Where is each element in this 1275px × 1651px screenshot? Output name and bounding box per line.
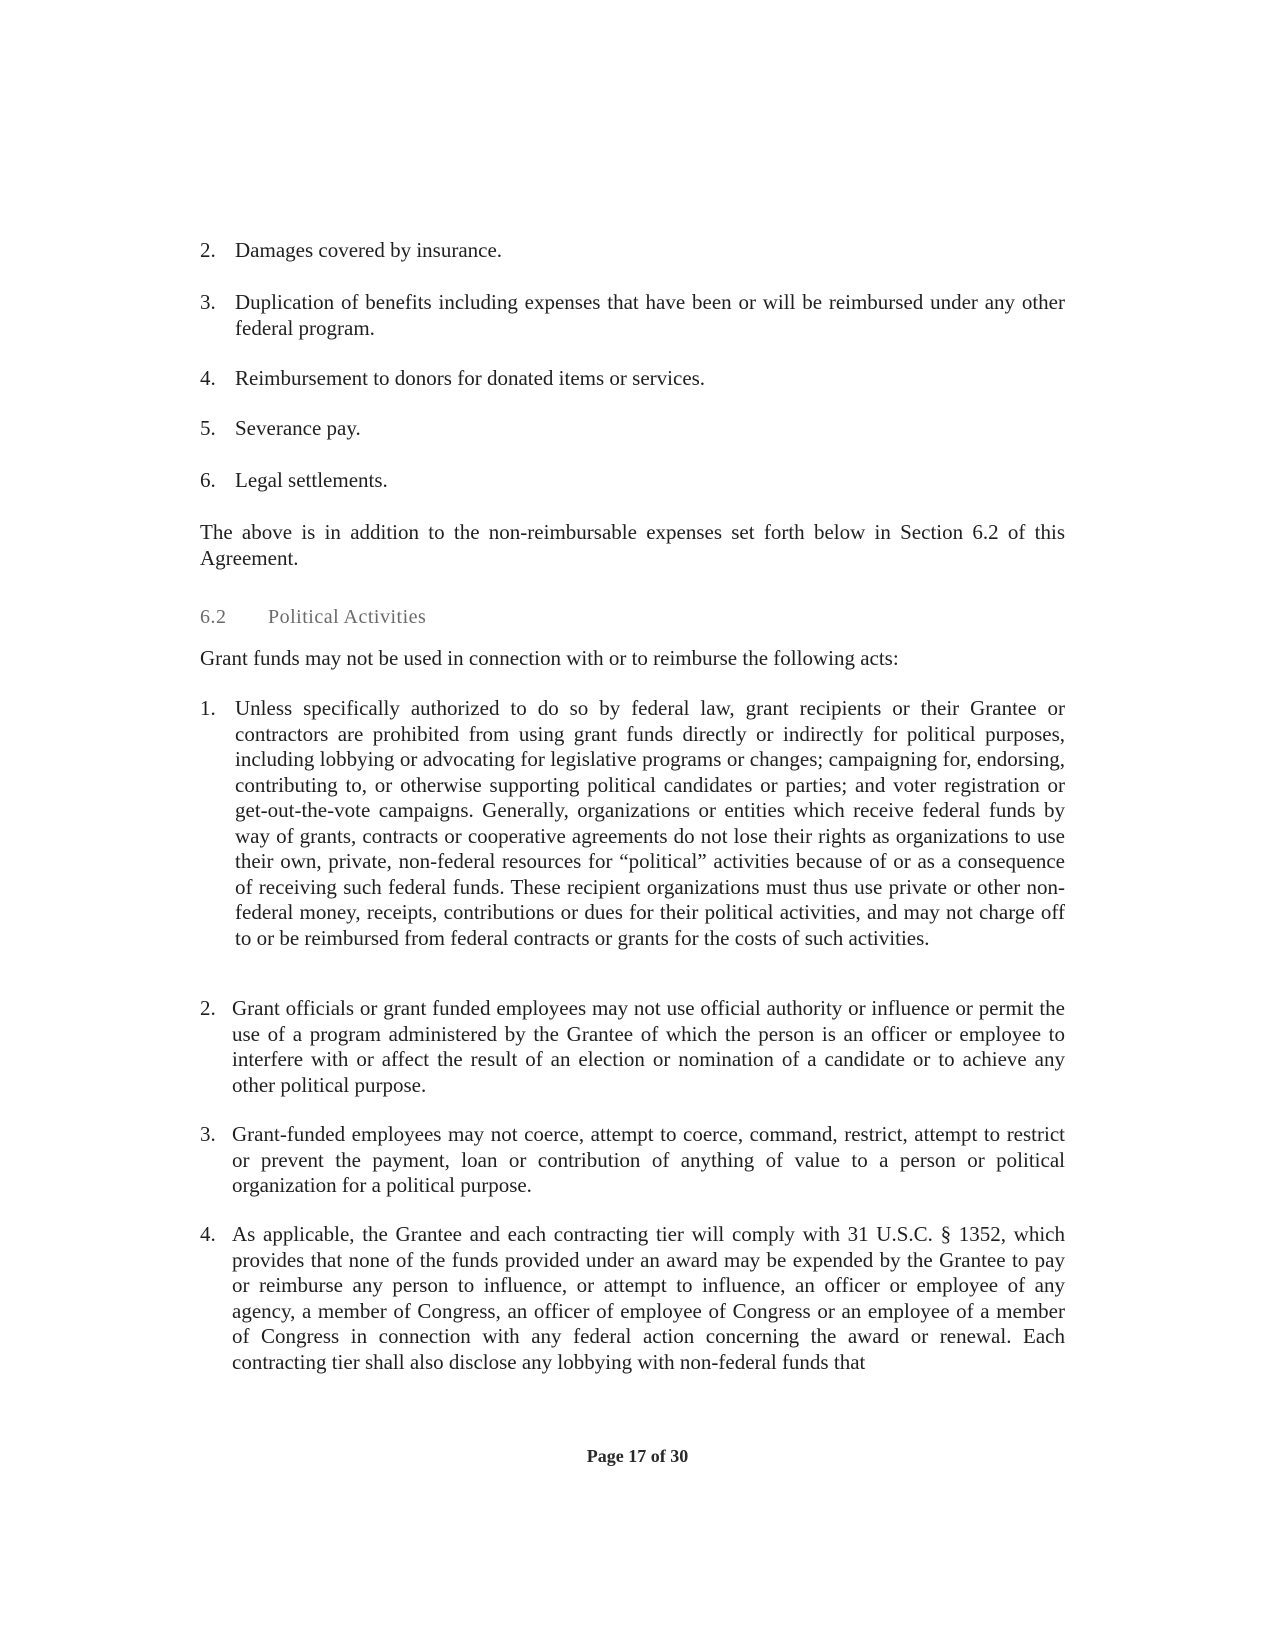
list-item-text: As applicable, the Grantee and each contracting tier will comply with 31 U.S.C. § 1352, which provides that none of the funds provided under an award may be expended by the Grantee to pay or reimburse any person to influence, or attempt to influence, an officer or employee of any agency, a member of Congress, an officer of employee of Congress or an employee of a member of Congress in connection with any federal action concerning the award or renewal. Each contracting tier shall also disclose any lobbying with non-federal funds that [232, 1222, 1065, 1374]
list-item-text: Unless specifically authorized to do so by federal law, grant recipients or their Grantee or contractors are prohibited from using grant funds directly or indirectly for political purposes, including lobbying or advocating for legislative programs or changes; campaigning for, endorsing, contributing to, or otherwise supporting political candidates or parties; and voter registration or get-out-the-vote campaigns. Generally, organizations or entities which receive federal funds by way of grants, contracts or cooperative agreements do not lose their rights as organizations to use their own, private, non-federal resources for “political” activities because of or as a consequence of receiving such federal funds. These recipient organizations must thus use private or other non-federal money, receipts, contributions or dues for their political activities, and may not charge off to or be reimbursed from federal contracts or grants for the costs of such activities. [235, 696, 1065, 950]
list-item [200, 1122, 1065, 1199]
list-item-number: 6. [200, 468, 216, 492]
addition-note-paragraph: The above is in addition to the non-reimbursable expenses set forth below in Section 6.2 of this Agreement. [200, 520, 1065, 570]
list-item-text: Reimbursement to donors for donated items or services. [235, 366, 706, 390]
list-item [200, 290, 1065, 341]
list-item-number: 4. [200, 1222, 216, 1246]
list-item-text: Legal settlements. [235, 468, 388, 492]
list-item-number: 2. [200, 238, 216, 262]
list-item-text: Damages covered by insurance. [235, 238, 503, 262]
list-item-number: 4. [200, 366, 216, 390]
list-item [200, 468, 1065, 494]
list-item-text: Severance pay. [235, 416, 361, 440]
list-item-number: 5. [200, 416, 216, 440]
list-item [200, 238, 1065, 264]
section-number: 6.2 [200, 606, 227, 628]
list-item [200, 696, 1065, 951]
list-item [200, 996, 1065, 1098]
list-item-text: Grant officials or grant funded employees may not use official authority or influence or permit the use of a program administered by the Grantee of which the person is an officer or employee to interfere with or affect the result of an election or nomination of a candidate or to achieve any other political purpose. [232, 996, 1065, 1097]
section-heading [200, 606, 426, 629]
list-item-text: Duplication of benefits including expenses that have been or will be reimbursed under any other federal program. [235, 290, 1065, 340]
intro-paragraph: Grant funds may not be used in connection with or to reimburse the following acts: [200, 646, 899, 670]
list-item [200, 416, 1065, 442]
page-number-footer: Page 17 of 30 [586, 1446, 689, 1466]
list-item [200, 1222, 1065, 1375]
list-item-number: 2. [200, 996, 216, 1020]
list-item-number: 3. [200, 290, 216, 314]
section-title: Political Activities [268, 606, 427, 628]
list-item-number: 1. [200, 696, 216, 720]
list-item [200, 366, 1065, 392]
list-item-number: 3. [200, 1122, 216, 1146]
list-item-text: Grant-funded employees may not coerce, attempt to coerce, command, restrict, attempt to restrict or prevent the payment, loan or contribution of anything of value to a person or political organization for a political purpose. [232, 1122, 1065, 1197]
